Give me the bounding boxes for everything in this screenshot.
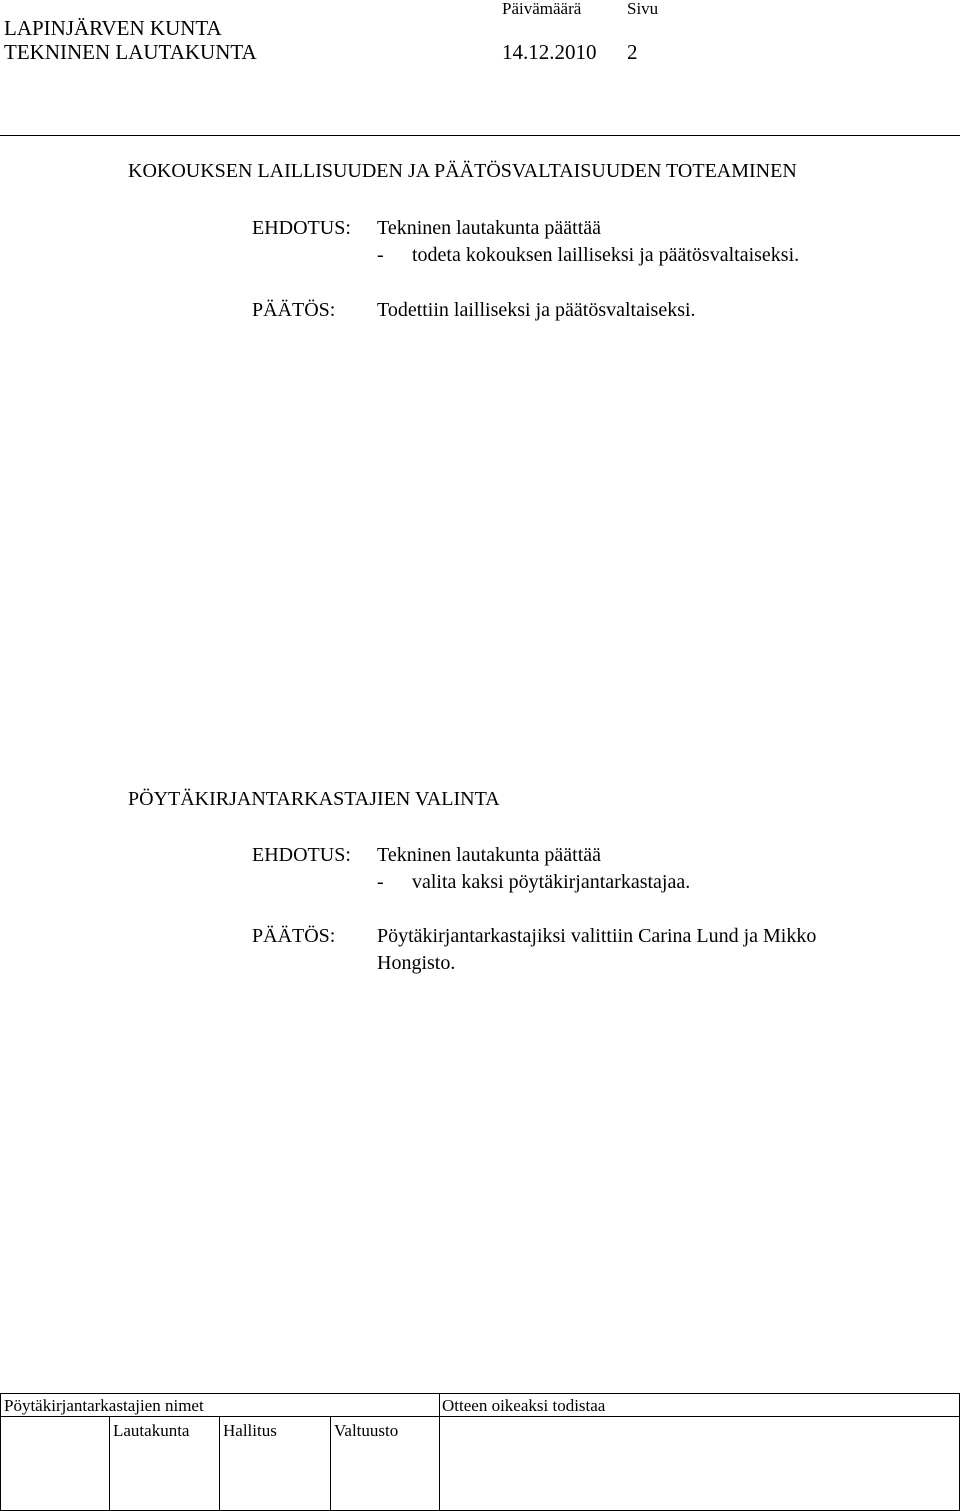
certify-label: Otteen oikeaksi todistaa <box>442 1396 606 1415</box>
section2-proposal-item: valita kaksi pöytäkirjantarkastajaa. <box>412 871 691 893</box>
section2-decision-label: PÄÄTÖS: <box>252 925 336 947</box>
table-column-divider-2 <box>219 1416 220 1510</box>
section1-proposal-intro: Tekninen lautakunta päättää <box>377 217 602 239</box>
table-column-divider-1 <box>109 1416 110 1510</box>
header-divider <box>0 135 960 136</box>
section2-proposal-intro: Tekninen lautakunta päättää <box>377 844 602 866</box>
table-certify-divider <box>439 1416 959 1417</box>
section1-decision-text: Todettiin lailliseksi ja päätösvaltaiseksi. <box>377 299 696 321</box>
board-name: TEKNINEN LAUTAKUNTA <box>4 40 257 64</box>
section1-proposal-item: todeta kokouksen lailliseksi ja päätösvaltaiseksi. <box>412 244 800 266</box>
section2-decision-line2: Hongisto. <box>377 952 456 974</box>
column-council: Valtuusto <box>334 1421 399 1440</box>
section1-title: KOKOUKSEN LAILLISUUDEN JA PÄÄTÖSVALTAISUUDEN TOTEAMINEN <box>128 160 797 182</box>
section1-proposal-label: EHDOTUS: <box>252 217 351 239</box>
section1-proposal-dash: - <box>377 244 384 266</box>
section2-title: PÖYTÄKIRJANTARKASTAJIEN VALINTA <box>128 788 500 810</box>
organization-name: LAPINJÄRVEN KUNTA <box>4 16 222 40</box>
signature-table <box>0 1393 960 1511</box>
inspectors-label: Pöytäkirjantarkastajien nimet <box>4 1396 204 1415</box>
section1-decision-label: PÄÄTÖS: <box>252 299 336 321</box>
section2-proposal-dash: - <box>377 871 384 893</box>
table-column-divider-3 <box>330 1416 331 1510</box>
table-row-divider <box>1 1416 439 1417</box>
section2-proposal-label: EHDOTUS: <box>252 844 351 866</box>
date-label: Päivämäärä <box>502 0 582 18</box>
table-column-divider-main <box>439 1394 440 1510</box>
date-value: 14.12.2010 <box>502 40 597 64</box>
column-board: Lautakunta <box>113 1421 190 1440</box>
page-label: Sivu <box>627 0 659 18</box>
page-number: 2 <box>627 40 638 64</box>
section2-decision-line1: Pöytäkirjantarkastajiksi valittiin Carina Lund ja Mikko <box>377 925 817 947</box>
column-government: Hallitus <box>223 1421 277 1440</box>
